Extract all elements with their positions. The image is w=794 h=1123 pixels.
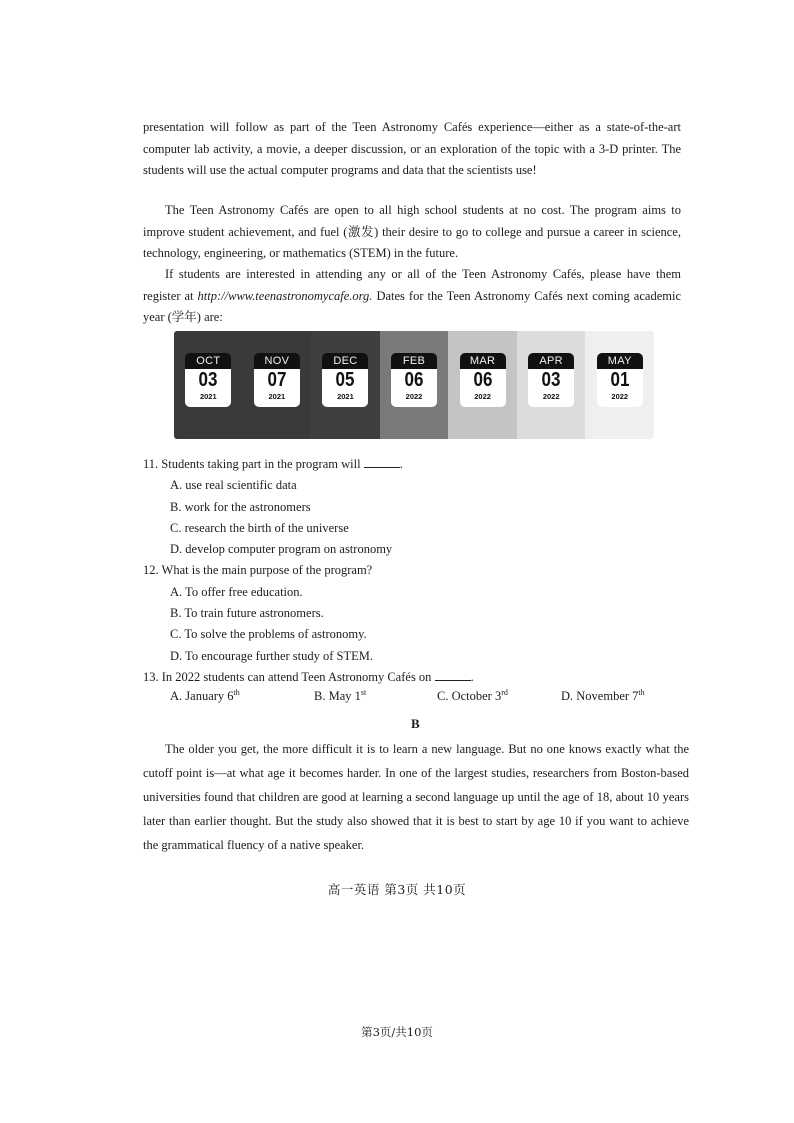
section-b-passage: The older you get, the more difficult it is to learn a new language. But no one knows exactly what the cutoff point is—at what age it becomes harder. In one of the largest studies, researchers from Boston-based universities found that children are good at learning a second language up until the age of 18, about 10 years later than earlier thought. But the study also showed that it is best to start by age 10 if you want to achieve the grammatical fluency of a native speaker. <box>143 742 689 852</box>
question-11-option-d: D. develop computer program on astronomy <box>170 542 393 556</box>
calendar-month: DEC <box>322 353 368 369</box>
passage-paragraph-2: The Teen Astronomy Cafés are open to all high school students at no cost. The program aims to improve student achievement, and fuel (激发) their desire to go to college and pursue a career in science, technology, engineering, or mathematics (STEM) in the future. <box>143 203 681 260</box>
calendar-icon <box>528 353 574 407</box>
date-card-slot <box>585 331 654 439</box>
calendar-icon <box>322 353 368 407</box>
question-13-option-c <box>437 688 508 704</box>
event-dates-banner <box>174 331 654 439</box>
calendar-month: APR <box>528 353 574 369</box>
question-11-stem <box>143 454 403 474</box>
paragraph-3-tail: Dates for the Teen Astronomy Cafés next coming academic year (学年) are: <box>143 288 681 324</box>
question-13-text: 13. In 2022 students can attend Teen Astronomy Cafés on <box>143 670 432 684</box>
option-text: D. November 7 <box>561 689 639 704</box>
calendar-icon <box>254 353 300 407</box>
calendar-day: 05 <box>335 369 355 391</box>
calendar-day: 06 <box>473 369 493 391</box>
question-11-period: . <box>399 457 403 471</box>
question-11-option-c: C. research the birth of the universe <box>170 521 349 535</box>
calendar-icon <box>391 353 437 407</box>
calendar-year: 2022 <box>611 392 629 401</box>
registration-url: http://www.teenastronomycafe.org. <box>197 288 373 303</box>
calendar-day: 03 <box>198 369 218 391</box>
ordinal-suffix: st <box>360 688 367 697</box>
page-footer: 高一英语 第3页 共10页 <box>327 882 467 897</box>
calendar-icon <box>185 353 231 407</box>
calendar-month: FEB <box>391 353 437 369</box>
calendar-year: 2021 <box>337 392 354 401</box>
calendar-year: 2021 <box>199 392 217 401</box>
option-text: C. October 3 <box>437 689 502 704</box>
question-12-option-c: C. To solve the problems of astronomy. <box>170 627 367 641</box>
calendar-icon <box>597 353 643 407</box>
calendar-icon <box>460 353 506 407</box>
calendar-month: MAR <box>460 353 506 369</box>
answer-blank <box>435 668 471 681</box>
ordinal-suffix: rd <box>501 688 508 697</box>
passage-paragraph-3 <box>143 264 681 329</box>
calendar-day: 06 <box>404 369 424 391</box>
calendar-day: 03 <box>541 369 561 391</box>
question-11-option-b: B. work for the astronomers <box>170 500 311 514</box>
calendar-month: MAY <box>597 353 643 369</box>
question-13-option-d <box>561 688 645 704</box>
page-number: 第3页/共10页 <box>361 1025 433 1039</box>
option-text: B. May 1 <box>314 689 361 704</box>
passage-paragraph-1: presentation will follow as part of the Teen Astronomy Cafés experience—either as a state-of-the-art computer lab activity, a movie, a deeper discussion, or an exploration of the topic with a 3-D printer. The students will use the actual computer programs and data that the scientists use! <box>143 120 681 177</box>
date-card-slot <box>243 331 312 439</box>
ordinal-suffix: th <box>638 688 645 697</box>
calendar-day: 07 <box>267 369 287 391</box>
question-13-option-b <box>314 688 366 704</box>
option-text: A. January 6 <box>170 689 234 704</box>
calendar-month: OCT <box>185 353 231 369</box>
calendar-month: NOV <box>254 353 300 369</box>
question-13-option-a <box>170 688 240 704</box>
paragraph-3-lead: If students are interested in attending any or all of the Teen Astronomy Cafés, please have them register at <box>143 267 681 303</box>
question-12-option-b: B. To train future astronomers. <box>170 606 324 620</box>
calendar-year: 2022 <box>405 392 423 401</box>
section-b-heading: B <box>411 716 420 731</box>
question-11-option-a: A. use real scientific data <box>170 478 297 492</box>
calendar-year: 2021 <box>268 392 286 401</box>
date-card-slot <box>174 331 243 439</box>
question-12-option-d: D. To encourage further study of STEM. <box>170 649 374 663</box>
calendar-year: 2022 <box>542 392 560 401</box>
question-12-stem: 12. What is the main purpose of the program? <box>143 563 373 577</box>
calendar-day: 01 <box>610 369 630 391</box>
question-13-period: . <box>470 670 474 684</box>
question-13-stem <box>143 667 474 687</box>
answer-blank <box>364 455 400 468</box>
question-12-option-a: A. To offer free education. <box>170 585 303 599</box>
date-card-slot <box>517 331 586 439</box>
date-card-slot <box>311 331 380 439</box>
date-card-slot <box>448 331 517 439</box>
calendar-year: 2022 <box>474 392 491 401</box>
question-11-text: 11. Students taking part in the program will <box>143 457 361 471</box>
date-card-slot <box>380 331 449 439</box>
ordinal-suffix: th <box>233 688 240 697</box>
